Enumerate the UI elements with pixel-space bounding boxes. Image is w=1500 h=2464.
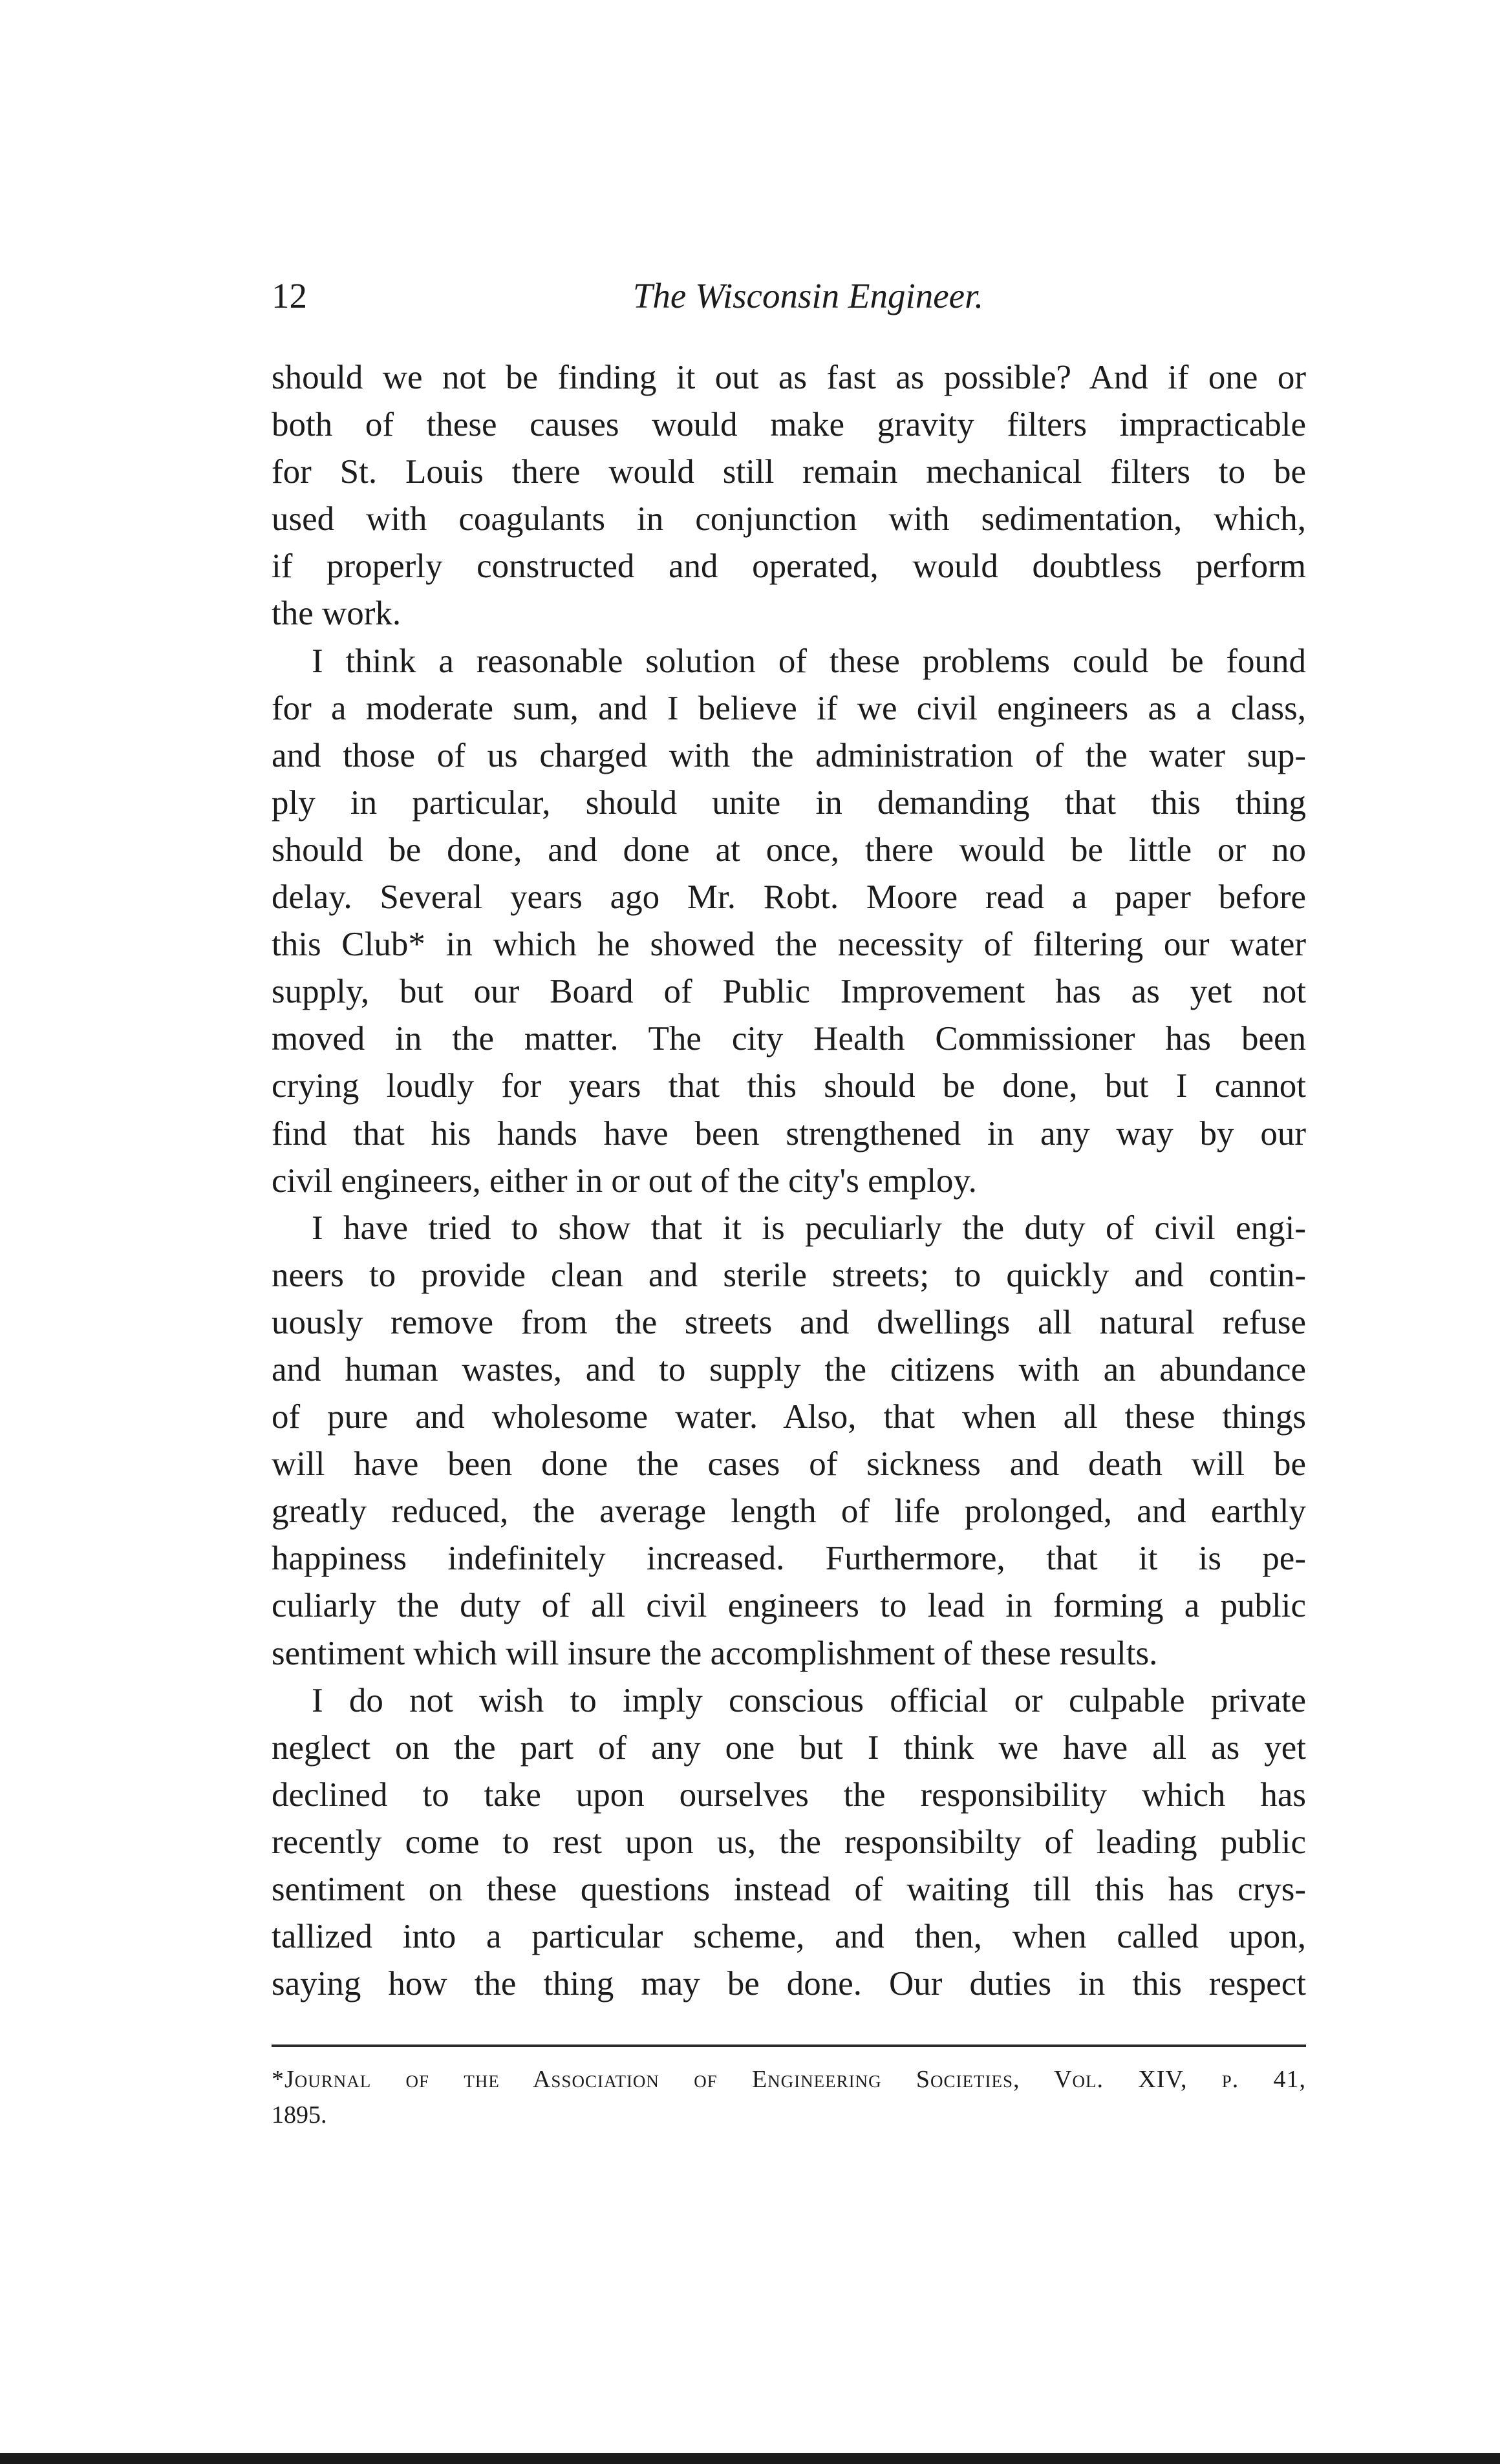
footnote-line: 1895. xyxy=(272,2101,327,2129)
text-line: I think a reasonable solution of these problems could be found xyxy=(312,642,1306,680)
footnote xyxy=(272,2062,1306,2133)
text-line: for a moderate sum, and I believe if we civil engineers as a class, xyxy=(272,689,1306,727)
text-line: saying how the thing may be done. Our duties in this respect xyxy=(272,1965,1306,2003)
text-line: happiness indefinitely increased. Furthermore, that it is pe- xyxy=(272,1540,1306,1578)
text-line: ply in particular, should unite in demanding that this thing xyxy=(272,783,1306,822)
text-line: uously remove from the streets and dwellings all natural refuse xyxy=(272,1303,1306,1341)
text-line: tallized into a particular scheme, and then, when called upon, xyxy=(272,1918,1306,1956)
text-line: greatly reduced, the average length of life prolonged, and earthly xyxy=(272,1492,1306,1531)
text-line: of pure and wholesome water. Also, that when all these things xyxy=(272,1398,1306,1436)
text-line: should be done, and done at once, there would be little or no xyxy=(272,831,1306,869)
scan-edge xyxy=(0,2453,1500,2464)
footnote-divider xyxy=(272,2044,1306,2047)
text-line: crying loudly for years that this should be done, but I cannot xyxy=(272,1067,1306,1105)
text-line: both of these causes would make gravity filters impracticable xyxy=(272,406,1306,444)
page-number: 12 xyxy=(272,276,307,315)
text-line: neglect on the part of any one but I think we have all as yet xyxy=(272,1728,1306,1767)
text-line: find that his hands have been strengthened in any way by our xyxy=(272,1114,1306,1152)
text-line: should we not be finding it out as fast as possible? And if one or xyxy=(272,359,1306,396)
text-line: declined to take upon ourselves the responsibility which has xyxy=(272,1776,1306,1814)
text-line: for St. Louis there would still remain mechanical filters to be xyxy=(272,453,1306,491)
text-line: sentiment which will insure the accomplishment of these results. xyxy=(272,1634,1158,1672)
footnote-line: *Journal of the Association of Engineering Societies, Vol. XIV, p. 41, xyxy=(272,2066,1306,2093)
running-header xyxy=(272,270,1306,322)
text-line: and those of us charged with the administration of the water sup- xyxy=(272,736,1306,774)
body-text xyxy=(272,354,1306,2008)
text-line: this Club* in which he showed the necessity of filtering our water xyxy=(272,926,1306,964)
text-line: sentiment on these questions instead of waiting till this has crys- xyxy=(272,1871,1306,1908)
text-line: the work. xyxy=(272,595,402,633)
text-line: recently come to rest upon us, the responsibilty of leading public xyxy=(272,1823,1306,1861)
text-line: I have tried to show that it is peculiarly the duty of civil engi- xyxy=(312,1209,1306,1247)
text-line: moved in the matter. The city Health Commissioner has been xyxy=(272,1020,1306,1058)
running-title: The Wisconsin Engineer. xyxy=(632,276,984,315)
text-line: and human wastes, and to supply the citizens with an abundance xyxy=(272,1350,1306,1388)
text-line: used with coagulants in conjunction with sedimentation, which, xyxy=(272,500,1306,538)
text-line: neers to provide clean and sterile streets; to quickly and contin- xyxy=(272,1256,1306,1294)
text-line: I do not wish to imply conscious official or culpable private xyxy=(312,1681,1306,1719)
text-line: will have been done the cases of sickness and death will be xyxy=(272,1445,1306,1483)
text-line: if properly constructed and operated, would doubtless perform xyxy=(272,547,1306,586)
text-line: delay. Several years ago Mr. Robt. Moore read a paper before xyxy=(272,878,1306,917)
text-line: supply, but our Board of Public Improvement has as yet not xyxy=(272,973,1306,1011)
text-line: culiarly the duty of all civil engineers to lead in forming a public xyxy=(272,1587,1306,1625)
text-line: civil engineers, either in or out of the city's employ. xyxy=(272,1162,977,1200)
